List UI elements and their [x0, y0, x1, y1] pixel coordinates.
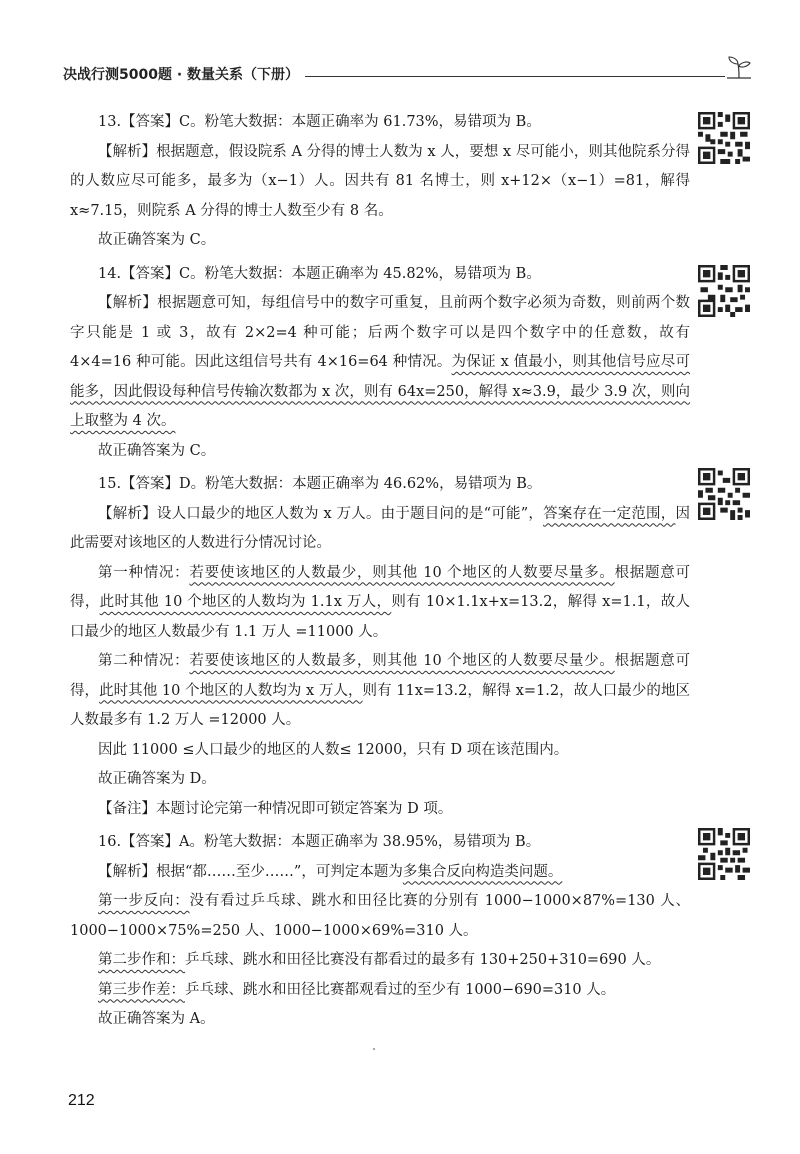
analysis-text: 【解析】根据“都……至少……”，可判定本题为	[98, 863, 403, 880]
answer-line: 14.【答案】C。粉笔大数据：本题正确率为 45.82%，易错项为 B。	[98, 265, 541, 282]
analysis-text: 【解析】根据题意可知，每组信号中的数字可重复，且前两个数字必须为奇数，则前两个数字只能是 1 或 3，故有 2×2=4 种可能；后两个数字可以是四个数字中的任意数，故有 4×4=16 种可能。因此这组信号共有 4×16=64 种情况。	[70, 295, 690, 370]
case-text: 根据题意可得，	[70, 564, 691, 610]
step-label: 第三步作差：	[98, 981, 185, 998]
range-paragraph: 因此 11000 ≤人口最少的地区的人数≤ 12000，只有 D 项在该范围内。	[98, 741, 569, 758]
step-label: 第二步作和：	[98, 952, 185, 968]
analysis-paragraph	[70, 500, 690, 559]
answer-content	[70, 108, 690, 1039]
page-number: 212	[68, 1092, 95, 1109]
highlighted-text: 为保证 x 值最小，则其他信号应尽可能多，因此假设每种信号传输次数都为 x 次，则有 64x=250，解得 x≈3.9，最少 3.9 次，则向上取整为 4 次。	[70, 354, 690, 429]
conclusion: 故正确答案为 D。	[98, 771, 216, 787]
step-text: 没有看过乒乓球、跳水和田径比赛的分别有 1000−1000×87%=130 人、1000−1000×75%=250 人、1000−1000×69%=310 人。	[70, 893, 691, 939]
case-text: 根据题意可得，	[70, 653, 691, 699]
conclusion: 故正确答案为 C。	[98, 232, 216, 248]
qr-code-icon[interactable]	[698, 265, 750, 317]
decorative-dot	[373, 1048, 375, 1050]
question-15	[70, 470, 690, 824]
answer-line: 16.【答案】A。粉笔大数据：本题正确率为 38.95%，易错项为 B。	[98, 834, 541, 850]
analysis-paragraph	[70, 289, 690, 437]
qr-code-icon[interactable]	[698, 828, 750, 880]
step-text: 乒乓球、跳水和田径比赛都观看过的至少有 1000−690=310 人。	[185, 981, 616, 998]
qr-code-icon[interactable]	[698, 112, 750, 164]
note-paragraph: 【备注】本题讨论完第一种情况即可锁定答案为 D 项。	[98, 800, 453, 817]
highlighted-text: 答案存在一定范围，	[543, 505, 676, 522]
sprout-icon	[723, 52, 755, 84]
analysis-text: 【解析】设人口最少的地区人数为 x 万人。由于题目问的是“可能”，	[98, 505, 544, 522]
case-one-paragraph	[70, 559, 690, 648]
step-one-paragraph	[70, 887, 690, 946]
step-two-paragraph	[70, 946, 690, 976]
highlighted-text: 此时其他 10 个地区的人数均为 x 万人，	[99, 682, 363, 699]
highlighted-text: 若要使该地区的人数最少，则其他 10 个地区的人数要尽量多。	[189, 564, 615, 581]
case-text: 则有 10×1.1x+x=13.2，解得 x=1.1，故人口最少的地区人数最少有 1.1 万人 =11000 人。	[70, 594, 691, 640]
question-13	[70, 108, 690, 256]
analysis-paragraph: 【解析】根据题意，假设院系 A 分得的博士人数为 x 人，要想 x 尽可能小，则其他院系分得的人数应尽可能多，最多为（x−1）人。因共有 81 名博士，则 x+12×（x−1）=81，解得 x≈7.15，则院系 A 分得的博士人数至少有 8 名。	[70, 143, 690, 219]
answer-line: 13.【答案】C。粉笔大数据：本题正确率为 61.73%，易错项为 B。	[98, 114, 541, 130]
page-header	[55, 52, 755, 92]
analysis-paragraph	[70, 858, 690, 888]
answer-line: 15.【答案】D。粉笔大数据：本题正确率为 46.62%，易错项为 B。	[98, 476, 542, 492]
case-label: 第一种情况：	[98, 564, 190, 581]
conclusion: 故正确答案为 C。	[98, 442, 216, 459]
conclusion: 故正确答案为 A。	[98, 1011, 215, 1027]
step-text: 乒乓球、跳水和田径比赛没有都看过的最多有 130+250+310=690 人。	[185, 952, 661, 968]
highlighted-text: 此时其他 10 个地区的人数均为 1.1x 万人，	[99, 594, 392, 610]
step-label: 第一步反向：	[98, 893, 190, 909]
step-three-paragraph	[70, 976, 690, 1006]
case-label: 第二种情况：	[98, 653, 190, 669]
qr-code-icon[interactable]	[698, 468, 750, 520]
case-two-paragraph	[70, 647, 690, 736]
highlighted-text: 多集合反向构造类问题。	[402, 863, 563, 880]
book-title: 决战行测5000题 · 数量关系（下册）	[63, 67, 300, 83]
question-14	[70, 260, 690, 467]
case-text: 则有 11x=13.2，解得 x=1.2，故人口最少的地区人数最多有 1.2 万人 =12000 人。	[70, 682, 690, 728]
highlighted-text: 若要使该地区的人数最多，则其他 10 个地区的人数要尽量少。	[189, 653, 615, 669]
question-16	[70, 828, 690, 1035]
header-rule	[305, 76, 725, 77]
analysis-text: 因此需要对该地区的人数进行分情况讨论。	[70, 505, 690, 551]
